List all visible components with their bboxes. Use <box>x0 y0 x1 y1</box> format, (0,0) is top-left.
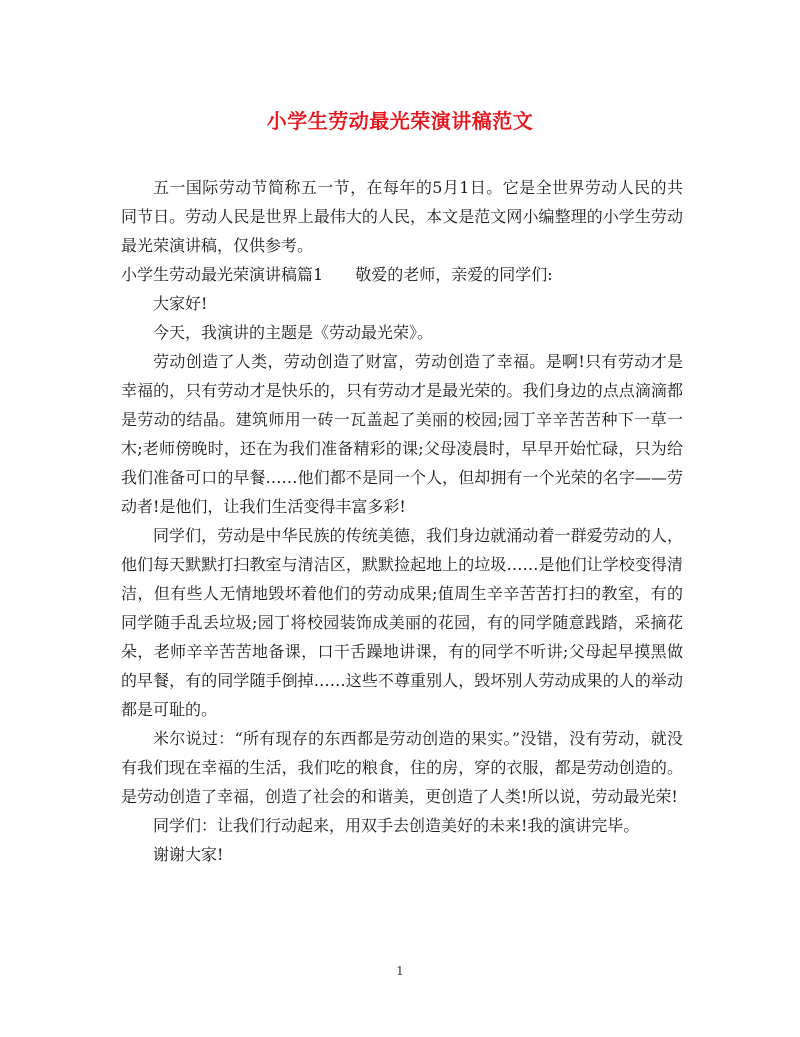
section-line <box>121 260 683 289</box>
document-title: 小学生劳动最光荣演讲稿范文 <box>266 109 534 133</box>
page-number: 1 <box>396 964 404 978</box>
paragraph-thanks: 谢谢大家! <box>153 845 224 864</box>
section-heading: 小学生劳动最光荣演讲稿篇1 <box>121 265 324 284</box>
paragraph-call-to-action: 同学们：让我们行动起来，用双手去创造美好的未来!我的演讲完毕。 <box>153 816 640 835</box>
paragraph-quote: 米尔说过：“所有现存的东西都是劳动创造的果实。”没错，没有劳动，就没有我们现在幸福的生活，我们吃的粮食，住的房，穿的衣服，都是劳动创造的。是劳动创造了幸福，创造了社会的和谐美，更创造了人类!所以说，劳动最光荣! <box>121 729 683 806</box>
paragraph-labor-creates: 劳动创造了人类，劳动创造了财富，劳动创造了幸福。是啊!只有劳动才是幸福的，只有劳动才是快乐的，只有劳动才是最光荣的。我们身边的点点滴滴都是劳动的结晶。建筑师用一砖一瓦盖起了美丽的校园;园丁辛辛苦苦种下一草一木;老师傍晚时，还在为我们准备精彩的课;父母凌晨时，早早开始忙碌，只为给我们准备可口的早餐……他们都不是同一个人，但却拥有一个光荣的名字——劳动者!是他们，让我们生活变得丰富多彩! <box>121 352 683 516</box>
paragraph-greeting: 大家好! <box>153 294 208 313</box>
paragraph-theme: 今天，我演讲的主题是《劳动最光荣》。 <box>153 323 434 342</box>
paragraph-classmates: 同学们，劳动是中华民族的传统美德，我们身边就涌动着一群爱劳动的人，他们每天默默打扫教室与清洁区，默默捡起地上的垃圾……是他们让学校变得清洁，但有些人无情地毁坏着他们的劳动成果;值周生辛辛苦苦打扫的教室，有的同学随手乱丢垃圾;园丁将校园装饰成美丽的花园，有的同学随意践踏，采摘花朵，老师辛辛苦苦地备课，口干舌躁地讲课，有的同学不听讲;父母起早摸黑做的早餐，有的同学随手倒掉……这些不尊重别人，毁坏别人劳动成果的人的举动都是可耻的。 <box>121 526 683 719</box>
salutation: 敬爱的老师，亲爱的同学们: <box>355 265 553 284</box>
document-body <box>121 173 683 869</box>
intro-paragraph: 五一国际劳动节简称五一节，在每年的5月1日。它是全世界劳动人民的共同节日。劳动人民是世界上最伟大的人民，本文是范文网小编整理的小学生劳动最光荣演讲稿，仅供参考。 <box>121 178 683 255</box>
